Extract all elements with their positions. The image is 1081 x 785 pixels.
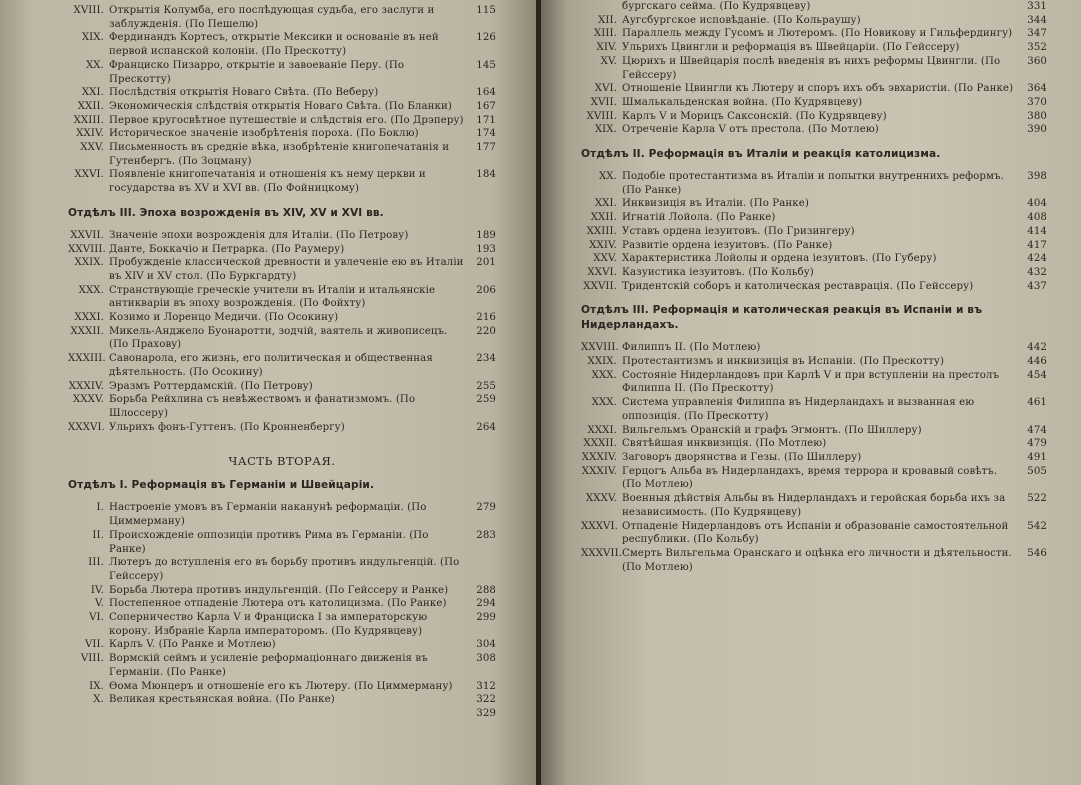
toc-entry (581, 0, 1047, 14)
toc-entry (68, 114, 496, 128)
toc-entry-page: 344 (1027, 14, 1047, 26)
toc-entry-number: XXXI. (74, 312, 104, 324)
toc-entry-page: 304 (476, 639, 496, 651)
toc-entry-number: XX. (85, 59, 104, 71)
toc-entry-title: Микель-Анджело Буонаротти, зодчій, ваятель и живописецъ. (По Праховy) (109, 325, 448, 351)
toc-entry-page: 360 (1027, 55, 1047, 67)
toc-entry-number: XXXVII. (581, 547, 623, 559)
toc-entry-title: Козимо и Лоренцо Медичи. (По Осокину) (109, 312, 339, 324)
toc-entry-title: Первое кругосвѣтное путешествіе и слѣдствія его. (По Дрэперу) (109, 114, 464, 126)
toc-entry (581, 211, 1047, 225)
toc-entry-page: 331 (1027, 1, 1047, 12)
toc-entry (581, 14, 1047, 28)
toc-entry-page: 255 (476, 380, 496, 392)
toc-entry (581, 225, 1047, 239)
toc-entry-title: Ульрихъ фонъ-Гуттенъ. (По Кронненбергу) (109, 421, 345, 433)
toc-entry-title: Вормскій сеймъ и усиленіе реформаціоннаго движенія въ Германіи. (По Ранке) (109, 653, 428, 678)
toc-entry-number: II. (92, 529, 104, 541)
toc-entry-title: Карлъ V. (По Ранке и Мотлею) (109, 639, 276, 651)
toc-entry-page: 446 (1027, 356, 1047, 368)
toc-entry-title: Өома Мюнцеръ и отношеніе его къ Лютеру. (По Циммерману) (109, 680, 453, 692)
toc-entry-title: Значеніе эпохи возрожденія для Италіи. (По Петрову) (109, 229, 409, 241)
toc-entry-page: 283 (476, 529, 496, 541)
toc-entry (581, 170, 1047, 197)
toc-entry-page: 164 (476, 87, 496, 99)
toc-entry-page: 312 (476, 680, 496, 692)
section-heading-reformation-spain: Отдѣлъ III. Реформація и католическая реакція въ Испаніи и въ Нидерландахъ. (581, 304, 983, 332)
toc-entry (68, 325, 496, 352)
toc-entry-number: XXXIV. (581, 451, 617, 463)
toc-entry-page: 234 (476, 353, 496, 365)
toc-entry (68, 311, 496, 325)
toc-entry (581, 110, 1047, 124)
section-heading-reformation-germany: Отдѣлъ I. Реформація въ Германіи и Швейцаріи. (68, 479, 375, 492)
toc-entry-title: Отпаденіе Нидерландовъ отъ Испаніи и образованіе самостоятельной республики. (По Кольбу) (622, 520, 1009, 546)
toc-entry-number: IX. (89, 680, 104, 692)
toc-entry-number: XXX. (591, 397, 617, 409)
toc-entry (581, 41, 1047, 55)
toc-entry-page: 184 (476, 169, 496, 181)
toc-entry-number: XIV. (596, 42, 617, 54)
toc-entry-number: XIX. (594, 124, 617, 136)
toc-entry (581, 369, 1047, 396)
toc-entry-number: XXVIII. (581, 342, 619, 354)
toc-entry-page: 522 (1027, 493, 1047, 505)
toc-entry-number: XVII. (590, 96, 617, 108)
toc-entry (68, 168, 496, 195)
toc-entry-page: 259 (476, 394, 496, 406)
toc-entry-page: 206 (476, 284, 496, 296)
toc-entry-page: 437 (1027, 280, 1047, 292)
toc-entry-number: XXI. (594, 198, 617, 210)
toc-entry-page: 474 (1027, 424, 1047, 436)
toc-entry (581, 396, 1047, 423)
toc-entry (581, 252, 1047, 266)
toc-entry-page: 347 (1027, 28, 1047, 40)
toc-entry-page: 189 (476, 229, 496, 241)
toc-entry-title: Открытія Колумба, его послѣдующая судьба, его заслуги и заблужденія. (По Пешелю) (109, 5, 435, 30)
toc-entry-number: XXXII. (70, 325, 104, 337)
toc-entry-number: XXIX. (587, 356, 617, 368)
toc-entry-page: 171 (476, 114, 496, 126)
toc-entry-page: 288 (476, 584, 496, 596)
toc-entry-number: IV. (90, 584, 104, 596)
toc-entry-title: Постепенное отпаденіе Лютера отъ католицизма. (По Ранке) (109, 598, 447, 610)
toc-entry-number: XXXII. (583, 438, 617, 450)
right-group-2 (581, 170, 1047, 293)
toc-entry (581, 96, 1047, 110)
toc-entry (68, 421, 496, 435)
toc-entry-number: V. (94, 598, 104, 610)
toc-entry (581, 492, 1047, 519)
toc-entry-number: XXVI. (74, 169, 104, 181)
toc-entry-title: Цюрихъ и Швейцарія послѣ введенія въ нихъ реформы Цвингли. (По Гейссеру) (622, 55, 1001, 81)
toc-entry-page: 115 (476, 5, 496, 16)
part-title: ЧАСТЬ ВТОРАЯ. (228, 454, 336, 469)
toc-entry (68, 501, 496, 528)
toc-entry (581, 55, 1047, 82)
toc-entry (68, 693, 496, 707)
toc-entry-title: Тридентскій соборъ и католическая реставрація. (По Гейссеру) (622, 280, 974, 292)
toc-entry (581, 451, 1047, 465)
toc-entry-title: Настроеніе умовъ въ Германіи наканунѣ реформаціи. (По Циммерману) (109, 502, 427, 528)
toc-entry-page: 479 (1027, 438, 1047, 450)
toc-entry-number: XXI. (81, 87, 104, 99)
toc-entry (68, 652, 496, 679)
toc-entry-number: XIX. (81, 32, 104, 44)
toc-entry (68, 611, 496, 638)
toc-entry-title: Ульрихъ Цвингли и реформація въ Швейцаріи. (По Гейссеру) (622, 42, 960, 54)
toc-entry-number: XXXV. (585, 493, 617, 505)
toc-entry-page: 454 (1027, 369, 1047, 381)
toc-entry-page: 201 (476, 257, 496, 269)
toc-entry (68, 584, 496, 598)
toc-entry-page: 308 (476, 653, 496, 665)
toc-entry-title: Лютеръ до вступленія его въ борьбу противъ индульгенцій. (По Гейссеру) (109, 557, 460, 582)
toc-entry-title: Параллель между Гусомъ и Лютеромъ. (По Новикову и Гильфердингу) (622, 28, 1013, 40)
section-heading-reformation-italy: Отдѣлъ II. Реформація въ Италіи и реакція католицизма. (581, 148, 941, 161)
toc-entry-number: XX. (598, 171, 617, 183)
toc-entry-number: XXVI. (587, 266, 617, 278)
toc-entry-number: XXX. (78, 284, 104, 296)
toc-entry-page: 542 (1027, 520, 1047, 532)
toc-entry-number: XV. (600, 55, 617, 67)
toc-entry-number: XXIX. (74, 257, 104, 269)
toc-entry-page: 174 (476, 128, 496, 140)
toc-entry-page: 432 (1027, 266, 1047, 278)
toc-entry-number: XXXIV. (68, 380, 104, 392)
toc-entry (68, 256, 496, 283)
toc-entry-page: 414 (1027, 225, 1047, 237)
toc-entry-title: Смерть Вильгельма Оранскаго и оцѣнка его личности и дѣятельности. (По Мотлею) (622, 547, 1012, 573)
toc-entry-title: Письменность въ средніе вѣка, изобрѣтеніе книгопечатанія и Гутенбергъ. (По Зоцману) (109, 142, 450, 167)
toc-entry (68, 86, 496, 100)
toc-entry-page: 442 (1027, 342, 1047, 354)
toc-entry-title: Данте, Боккачіо и Петрарка. (По Раумеру) (109, 243, 345, 255)
toc-entry-page: 294 (476, 598, 496, 610)
toc-entry-number: XXIV. (76, 128, 104, 140)
toc-entry (68, 141, 496, 168)
toc-entry-number: X. (93, 694, 104, 706)
toc-entry (68, 284, 496, 311)
toc-entry-title: Отреченіе Карла V отъ престола. (По Мотлею) (622, 124, 879, 136)
toc-entry-title: Соперничество Карла V и Франциска I за императорскую корону. Избраніе Карла императоромъ. (По Кудрявцеву) (109, 612, 428, 637)
toc-entry-title: Франциско Пизарро, открытіе и завоеваніе Перу. (По Прескотту) (109, 59, 405, 85)
toc-entry-title: Казуистика іезуитовъ. (По Кольбу) (622, 266, 814, 278)
toc-entry-title: Уставъ ордена іезуитовъ. (По Гризингеру) (622, 225, 855, 237)
toc-entry (68, 638, 496, 652)
toc-entry-number: XXVIII. (68, 243, 106, 255)
toc-entry (581, 123, 1047, 137)
toc-entry-page: 126 (476, 32, 496, 44)
toc-entry (581, 280, 1047, 294)
toc-entry (581, 239, 1047, 253)
toc-entry-title: Карлъ V и Морицъ Саксонскій. (По Кудрявцеву) (622, 110, 887, 122)
toc-entry-number: XXIII. (586, 225, 617, 237)
toc-entry-title: Савонарола, его жизнь, его политическая и общественная дѣятельность. (По Осокину) (109, 353, 433, 378)
left-group-3 (68, 501, 496, 720)
toc-entry-page: 193 (476, 243, 496, 255)
toc-entry-page: 329 (476, 707, 496, 719)
toc-entry (68, 556, 496, 583)
toc-entry-number: XVIII. (73, 5, 104, 16)
right-group-3 (581, 341, 1047, 574)
toc-entry-number: VIII. (80, 653, 104, 665)
toc-entry-page: 352 (1027, 42, 1047, 54)
toc-entry (581, 197, 1047, 211)
toc-entry-title: Святѣйшая инквизиція. (По Мотлею) (622, 438, 827, 450)
toc-entry (68, 127, 496, 141)
toc-entry-title: Характеристика Лойолы и ордена іезуитовъ. (По Губеру) (622, 253, 937, 265)
toc-entry-number: XVIII. (586, 110, 617, 122)
toc-entry (68, 393, 496, 420)
toc-entry-page: 408 (1027, 212, 1047, 224)
toc-entry-page: 279 (476, 502, 496, 514)
toc-entry (581, 465, 1047, 492)
toc-entry-number: XXXV. (72, 394, 104, 406)
left-group-1 (68, 4, 496, 196)
toc-entry (581, 437, 1047, 451)
toc-entry (68, 680, 496, 694)
toc-entry-page: 364 (1027, 83, 1047, 95)
toc-entry-title: бургскаго сейма. (По Кудрявцеву) (622, 1, 811, 12)
toc-entry-page: 380 (1027, 110, 1047, 122)
toc-entry-number: XII. (598, 14, 617, 26)
toc-entry-page: 370 (1027, 96, 1047, 108)
toc-entry-number: XXVII. (70, 229, 104, 241)
toc-entry-page: 322 (476, 694, 496, 706)
toc-entry-page: 424 (1027, 253, 1047, 265)
toc-entry-title: Экономическія слѣдствія открытія Новаго Свѣта. (По Бланки) (109, 100, 452, 112)
toc-entry-page: 417 (1027, 239, 1047, 251)
toc-entry (68, 529, 496, 556)
toc-entry-page: 264 (476, 421, 496, 433)
toc-entry-page: 390 (1027, 124, 1047, 136)
toc-entry-title: Шмалькальденская война. (По Кудрявцеву) (622, 96, 863, 108)
toc-entry (581, 27, 1047, 41)
toc-entry (581, 547, 1047, 574)
toc-entry-page: 491 (1027, 451, 1047, 463)
toc-entry (68, 352, 496, 379)
toc-entry-number: XIII. (593, 28, 617, 40)
toc-entry-page: 404 (1027, 198, 1047, 210)
toc-entry (581, 266, 1047, 280)
toc-entry-title: Игнатій Лойола. (По Ранке) (622, 212, 776, 224)
toc-entry-page: 220 (476, 325, 496, 337)
toc-entry-title: Военныя дѣйствія Альбы въ Нидерландахъ и геройская борьба ихъ за независимость. (По Кудрявцеву) (622, 493, 1006, 518)
toc-entry-page: 216 (476, 312, 496, 324)
toc-entry (68, 707, 496, 721)
toc-entry-title: Происхожденіе оппозиціи противъ Рима въ Германіи. (По Ранке) (109, 529, 429, 555)
right-page (541, 0, 1081, 785)
toc-entry (68, 229, 496, 243)
toc-entry-number: XXXIII. (68, 353, 106, 365)
toc-entry-title: Аугсбургское исповѣданіе. (По Кольраушу) (622, 14, 861, 26)
toc-entry-title: Пробужденіе классической древности и увлеченіе ею въ Италіи въ XIV и XV стол. (По Буркгардту) (109, 257, 464, 282)
toc-entry-page: 177 (476, 142, 496, 154)
toc-entry-title: Странствующіе греческіе учители въ Италіи и итальянскіе антикваріи въ эпоху возрожденія. (По Фойхту) (109, 284, 436, 310)
toc-entry-page: 546 (1027, 547, 1047, 559)
right-group-1 (581, 0, 1047, 137)
toc-entry-page: 398 (1027, 171, 1047, 183)
toc-entry-page: 505 (1027, 465, 1047, 477)
toc-entry (68, 31, 496, 58)
toc-entry-number: XXXVI. (68, 421, 105, 433)
toc-entry-number: XXX. (591, 369, 617, 381)
toc-entry (68, 100, 496, 114)
toc-entry-title: Филиппъ II. (По Мотлею) (622, 342, 761, 354)
toc-entry-number: XXVII. (583, 280, 617, 292)
toc-entry-title: Герцогъ Альба въ Нидерландахъ, время террора и кровавый совѣтъ. (По Мотлею) (622, 465, 998, 491)
toc-entry-page: 167 (476, 100, 496, 112)
toc-entry-title: Борьба Рейхлина съ невѣжествомъ и фанатизмомъ. (По Шлоссеру) (109, 394, 416, 419)
toc-entry-page: 461 (1027, 397, 1047, 409)
toc-entry (68, 59, 496, 86)
toc-entry-title: Послѣдствія открытія Новаго Свѣта. (По Веберу) (109, 87, 379, 99)
toc-entry-number: XXII. (590, 212, 617, 224)
toc-entry-title: Протестантизмъ и инквизиція въ Испаніи. (По Прескотту) (622, 356, 945, 368)
left-group-2 (68, 229, 496, 435)
toc-entry-title: Отношеніе Цвингли къ Лютеру и споръ ихъ объ эвхаристіи. (По Ранке) (622, 83, 1014, 95)
toc-entry-number: III. (88, 557, 104, 569)
toc-entry (581, 355, 1047, 369)
toc-entry-title: Появленіе книгопечатанія и отношенія къ нему церкви и государства въ XV и XVI вв. (По Фойницкому) (109, 169, 426, 195)
section-heading-epoch-renaissance: Отдѣлъ III. Эпоха возрожденія въ XIV, XV и XVI вв. (68, 206, 384, 219)
toc-entry-title: Фердинандъ Кортесъ, открытіе Мексики и основаніе въ ней первой испанской колоніи. (По Прескотту) (109, 32, 439, 58)
toc-entry (581, 341, 1047, 355)
left-page (0, 0, 536, 785)
toc-entry-number: XXIV. (589, 239, 617, 251)
toc-entry (68, 597, 496, 611)
toc-entry-title: Историческое значеніе изобрѣтенія пороха. (По Боклю) (109, 128, 419, 140)
toc-entry-number: XXXI. (587, 424, 617, 436)
toc-entry-number: VI. (89, 612, 104, 624)
toc-entry-title: Заговоръ дворянства и Гезы. (По Шиллеру) (622, 451, 862, 463)
toc-entry-title: Подобіе протестантизма въ Италіи и попытки внутреннихъ реформъ. (По Ранке) (622, 171, 1004, 196)
toc-entry-title: Борьба Лютера противъ индульгенцій. (По Гейссеру и Ранке) (109, 584, 449, 596)
toc-entry-number: XVI. (594, 83, 617, 95)
toc-entry-title: Система управленія Филиппа въ Нидерландахъ и вызванная ею оппозиція. (По Прескотту) (622, 397, 975, 422)
toc-entry-title: Эразмъ Роттердамскій. (По Петрову) (109, 380, 313, 392)
toc-entry-page: 299 (476, 612, 496, 624)
toc-entry-title: Состояніе Нидерландовъ при Карлѣ V и при вступленіи на престолъ Филиппа II. (По Прескотту) (622, 369, 1000, 395)
toc-entry-number: I. (96, 502, 104, 514)
toc-entry-title: Инквизиція въ Италіи. (По Ранке) (622, 198, 809, 210)
toc-entry-number: XXXIV. (581, 465, 617, 477)
toc-entry-number: XXII. (77, 100, 104, 112)
toc-entry-title: Великая крестьянская война. (По Ранке) (109, 694, 335, 706)
toc-entry-title: Вильгельмъ Оранскій и графъ Эгмонтъ. (По Шиллеру) (622, 424, 922, 436)
toc-entry (68, 4, 496, 31)
toc-entry (68, 380, 496, 394)
toc-entry-number: VII. (84, 639, 104, 651)
toc-entry-number: XXV. (80, 142, 104, 154)
toc-entry-title: Развитіе ордена іезуитовъ. (По Ранке) (622, 239, 833, 251)
toc-entry-number: XXXVI. (581, 520, 618, 532)
toc-entry (581, 82, 1047, 96)
toc-entry (581, 520, 1047, 547)
toc-entry-page: 145 (476, 59, 496, 71)
toc-entry-number: XXV. (593, 253, 617, 265)
toc-entry (68, 243, 496, 257)
toc-entry-number: XXIII. (73, 114, 104, 126)
toc-entry (581, 424, 1047, 438)
